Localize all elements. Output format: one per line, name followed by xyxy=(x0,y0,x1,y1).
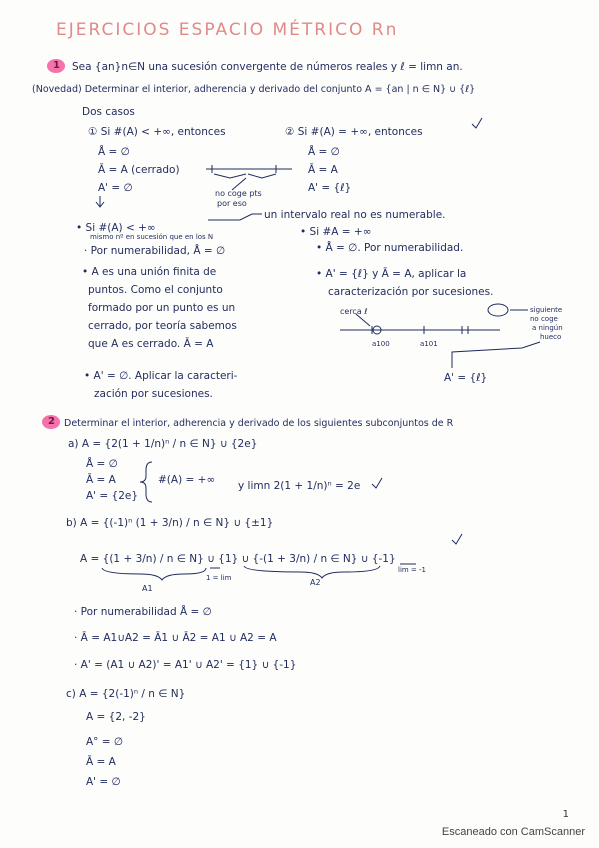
diagram-side-3: a ningún xyxy=(532,324,563,332)
case1-adherence: Ā = A (cerrado) xyxy=(98,164,180,176)
left-bullet1-text: · Por numerabilidad, Å = ∅ xyxy=(84,245,226,257)
ex2c-heading: c) A = {2(-1)ⁿ / n ∈ N} xyxy=(66,688,186,700)
ex2c-interior: A° = ∅ xyxy=(86,736,124,748)
ex2b-adherence: · Ā = A1∪A2 = Ā1 ∪ Ā2 = A1 ∪ A2 = A xyxy=(74,632,277,644)
case1-note-arrow xyxy=(232,178,246,190)
interval-note: un intervalo real no es numerable. xyxy=(264,209,446,221)
case1-derived: A' = ∅ xyxy=(98,182,133,194)
diagram-side-4: hueco xyxy=(540,333,562,341)
case2-adherence: Ā = A xyxy=(308,164,338,176)
ex2c-adherence: Ā = A xyxy=(86,756,116,768)
case1-heading: ① Si #(A) < +∞, entonces xyxy=(88,126,226,138)
ex1-statement-line2: (Novedad) Determinar el interior, adherencia y derivado del conjunto A = {an | n ∈ N} ∪ {ℓ} xyxy=(32,84,476,95)
check-mark-ex2b xyxy=(452,534,462,544)
ex1-statement-line1: Sea {an}n∈N una sucesión convergente de números reales y ℓ = limn an. xyxy=(72,61,463,73)
page-number: 1 xyxy=(562,809,569,820)
ex2b-lim1: 1 = lim xyxy=(206,574,232,582)
check-mark-ex2a xyxy=(372,478,382,488)
case2-interior: Å = ∅ xyxy=(308,146,340,158)
ex2-intro: Determinar el interior, adherencia y derivado de los siguientes subconjuntos de R xyxy=(64,418,454,429)
ex2b-decomposition: A = {(1 + 3/n) / n ∈ N} ∪ {1} ∪ {-(1 + 3/n) / n ∈ N} ∪ {-1} xyxy=(80,553,396,565)
right-bullet2-line1: • A' = {ℓ} y Ā = A, aplicar la xyxy=(316,268,467,280)
diagram-side-2: no coge xyxy=(530,315,558,323)
diagram-label-a100: a100 xyxy=(372,340,390,348)
left-bullet2-line3: formado por un punto es un xyxy=(88,302,236,314)
left-bullet2-line1: • A es una unión finita de xyxy=(82,266,217,278)
ex2a-adherence: Ā = A xyxy=(86,474,116,486)
left-bullet2-line2: puntos. Como el conjunto xyxy=(88,284,223,296)
ex1-statement-line3: Dos casos xyxy=(82,106,135,118)
ex2b-interior: · Por numerabilidad Å = ∅ xyxy=(74,606,212,618)
ex2a-brace xyxy=(140,462,152,502)
left-bullet2-line4: cerrado, por teoría sabemos xyxy=(88,320,237,332)
interval-note-arrow xyxy=(208,214,262,220)
ex2a-heading: a) A = {2(1 + 1/n)ⁿ / n ∈ N} ∪ {2e} xyxy=(68,438,258,450)
right-bullet1-text: • Å = ∅. Por numerabilidad. xyxy=(316,242,464,254)
ex2c-set: A = {2, -2} xyxy=(86,711,146,723)
diagram-result: A' = {ℓ} xyxy=(444,372,488,384)
ex2a-limit: y limn 2(1 + 1/n)ⁿ = 2e xyxy=(238,480,361,492)
ex2a-cardinality: #(A) = +∞ xyxy=(158,474,216,486)
case1-down-arrow xyxy=(96,196,104,207)
left-bullet3-line1: • A' = ∅. Aplicar la caracteri- xyxy=(84,370,238,382)
case2-derived: A' = {ℓ} xyxy=(308,182,352,194)
scanner-watermark: Escaneado con CamScanner xyxy=(441,826,585,838)
ex2c-derived: A' = ∅ xyxy=(86,776,121,788)
right-bullet1-heading: • Si #A = +∞ xyxy=(300,226,372,238)
diagram-result-arrow xyxy=(452,342,540,368)
page-title: EJERCICIOS ESPACIO MÉTRICO Rn xyxy=(56,20,399,40)
ex2a-derived: A' = {2e} xyxy=(86,490,139,502)
exercise-number-1: 1 xyxy=(53,60,60,71)
diagram-label-a101: a101 xyxy=(420,340,438,348)
case2-heading: ② Si #(A) = +∞, entonces xyxy=(285,126,423,138)
exercise-number-2: 2 xyxy=(48,416,55,427)
number-line-limit-circle xyxy=(488,304,508,316)
left-bullet1-heading: • Si #(A) < +∞ xyxy=(76,222,156,234)
case1-note-1: no coge pts xyxy=(215,189,262,198)
left-bullet3-line2: zación por sucesiones. xyxy=(94,388,213,400)
case1-interior: Å = ∅ xyxy=(98,146,130,158)
left-bullet2-line5: que A es cerrado. Ā = A xyxy=(88,338,214,350)
ex2b-a1-label: A1 xyxy=(142,584,153,593)
ex2b-underbrace-a1 xyxy=(102,568,206,580)
ex2b-a2-label: A2 xyxy=(310,578,321,587)
diagram-label-cerca: cerca ℓ xyxy=(340,307,368,316)
left-bullet1-note: mismo nº en sucesión que en los N xyxy=(90,233,214,241)
ex2b-lim2: lim = -1 xyxy=(398,566,427,574)
diagram-cerca-arrow xyxy=(356,314,370,326)
check-mark-case2 xyxy=(472,118,482,128)
case1-interval-braces xyxy=(214,174,276,178)
ex2b-derived: · A' = (A1 ∪ A2)' = A1' ∪ A2' = {1} ∪ {-1} xyxy=(74,659,297,671)
ex2a-interior: Å = ∅ xyxy=(86,458,118,470)
ex2b-underbrace-a2 xyxy=(244,566,380,578)
ex2b-heading: b) A = {(-1)ⁿ (1 + 3/n) / n ∈ N} ∪ {±1} xyxy=(66,517,274,529)
diagram-side-1: siguiente xyxy=(530,306,563,314)
case1-note-2: por eso xyxy=(217,199,247,208)
right-bullet2-line2: caracterización por sucesiones. xyxy=(328,286,494,298)
